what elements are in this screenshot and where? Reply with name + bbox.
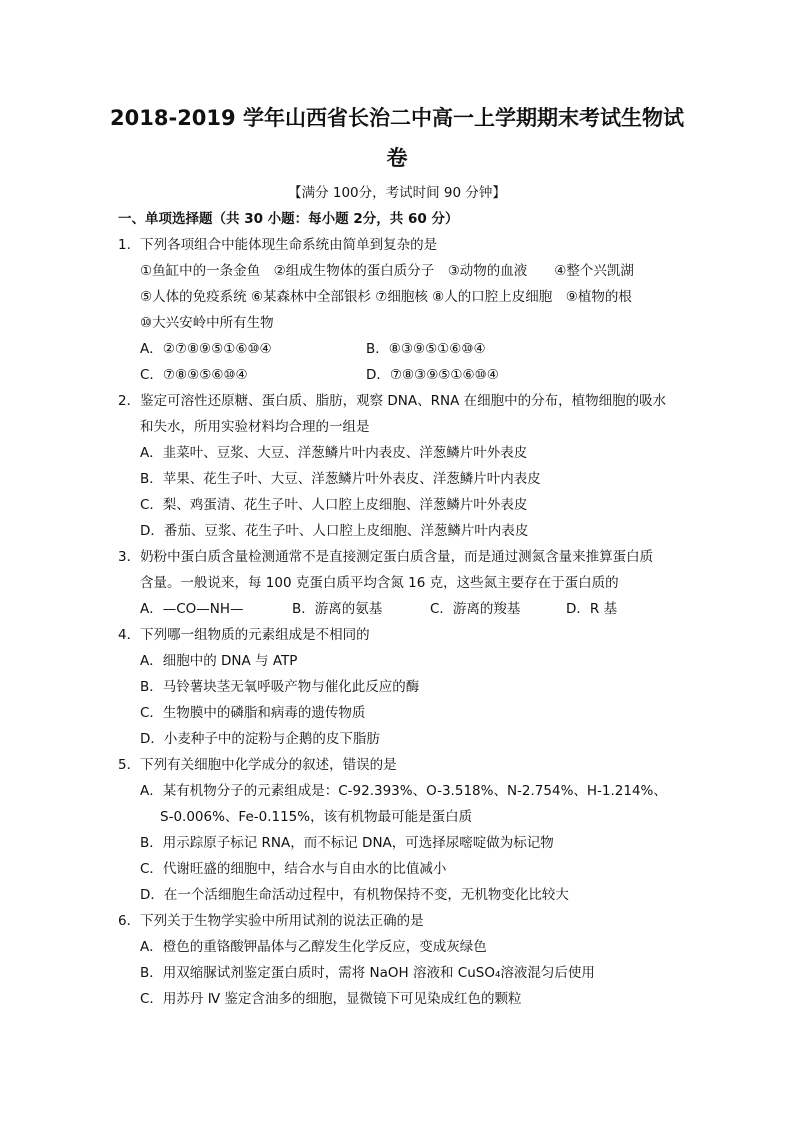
q3-option-d: D．R 基: [566, 601, 618, 617]
q4-option-a: A．细胞中的 DNA 与 ATP: [140, 653, 298, 669]
q1-option-a: A．②⑦⑧⑨⑤①⑥⑩④: [140, 341, 272, 357]
q6-option-c: C．用苏丹 Ⅳ 鉴定含油多的细胞，显微镜下可见染成红色的颗粒: [140, 991, 522, 1007]
q2-stem-line2: 和失水，所用实验材料均合理的一组是: [140, 419, 370, 435]
section-heading: 一、单项选择题（共 30 小题：每小题 2分，共 60 分）: [118, 211, 459, 227]
q1-stem: 1．下列各项组合中能体现生命系统由简单到复杂的是: [118, 237, 438, 253]
q5-option-a-line2: S-0.006%、Fe-0.115%，该有机物最可能是蛋白质: [160, 809, 473, 825]
q1-option-d: D．⑦⑧③⑨⑤①⑥⑩④: [366, 367, 499, 383]
q1-option-b: B．⑧③⑨⑤①⑥⑩④: [366, 341, 486, 357]
q1-items-line3: ⑩大兴安岭中所有生物: [140, 315, 274, 331]
q5-option-c: C．代谢旺盛的细胞中，结合水与自由水的比值减小: [140, 861, 447, 877]
q6-stem: 6．下列关于生物学实验中所用试剂的说法正确的是: [118, 913, 424, 929]
q1-option-c: C．⑦⑧⑨⑤⑥⑩④: [140, 367, 248, 383]
exam-title-line1: 2018-2019 学年山西省长治二中高一上学期期末考试生物试: [110, 106, 684, 130]
q5-option-b: B．用示踪原子标记 RNA，而不标记 DNA，可选择尿嘧啶做为标记物: [140, 835, 554, 851]
q3-option-b: B．游离的氨基: [292, 601, 383, 617]
q5-option-a-line1: A．某有机物分子的元素组成是：C-92.393%、O-3.518%、N-2.754%、H-1.214%、: [140, 783, 667, 799]
q3-option-a: A．—CO—NH—: [140, 601, 244, 617]
q5-option-d: D．在一个活细胞生命活动过程中，有机物保持不变，无机物变化比较大: [140, 887, 569, 903]
q2-option-d: D．番茄、豆浆、花生子叶、人口腔上皮细胞、洋葱鳞片叶内表皮: [140, 523, 529, 539]
exam-title-line2: 卷: [386, 146, 408, 170]
q3-stem-line1: 3．奶粉中蛋白质含量检测通常不是直接测定蛋白质含量，而是通过测氮含量来推算蛋白质: [118, 549, 654, 565]
q6-option-a: A．橙色的重铬酸钾晶体与乙醇发生化学反应，变成灰绿色: [140, 939, 487, 955]
q4-option-b: B．马铃薯块茎无氧呼吸产物与催化此反应的酶: [140, 679, 420, 695]
q2-option-c: C．梨、鸡蛋清、花生子叶、人口腔上皮细胞、洋葱鳞片叶外表皮: [140, 497, 528, 513]
q6-option-b: B．用双缩脲试剂鉴定蛋白质时，需将 NaOH 溶液和 CuSO₄溶液混匀后使用: [140, 965, 595, 981]
exam-subtitle: 【满分 100分，考试时间 90 分钟】: [288, 185, 506, 201]
q3-stem-line2: 含量。一般说来，每 100 克蛋白质平均含氮 16 克，这些氮主要存在于蛋白质的: [140, 575, 619, 591]
q1-items-line1: ①鱼缸中的一条金鱼 ②组成生物体的蛋白质分子 ③动物的血液 ④整个兴凯湖: [140, 263, 634, 279]
q4-option-c: C．生物膜中的磷脂和病毒的遗传物质: [140, 705, 366, 721]
q4-option-d: D．小麦种子中的淀粉与企鹅的皮下脂肪: [140, 731, 380, 747]
q2-option-b: B．苹果、花生子叶、大豆、洋葱鳞片叶外表皮、洋葱鳞片叶内表皮: [140, 471, 541, 487]
q2-option-a: A．韭菜叶、豆浆、大豆、洋葱鳞片叶内表皮、洋葱鳞片叶外表皮: [140, 445, 528, 461]
q5-stem: 5．下列有关细胞中化学成分的叙述，错误的是: [118, 757, 397, 773]
q1-items-line2: ⑤人体的免疫系统 ⑥某森林中全部银杉 ⑦细胞核 ⑧人的口腔上皮细胞 ⑨植物的根: [140, 289, 632, 305]
q2-stem-line1: 2．鉴定可溶性还原糖、蛋白质、脂肪，观察 DNA、RNA 在细胞中的分布，植物细胞的吸水: [118, 393, 667, 409]
q3-option-c: C．游离的羧基: [430, 601, 521, 617]
q4-stem: 4．下列哪一组物质的元素组成是不相同的: [118, 627, 370, 643]
